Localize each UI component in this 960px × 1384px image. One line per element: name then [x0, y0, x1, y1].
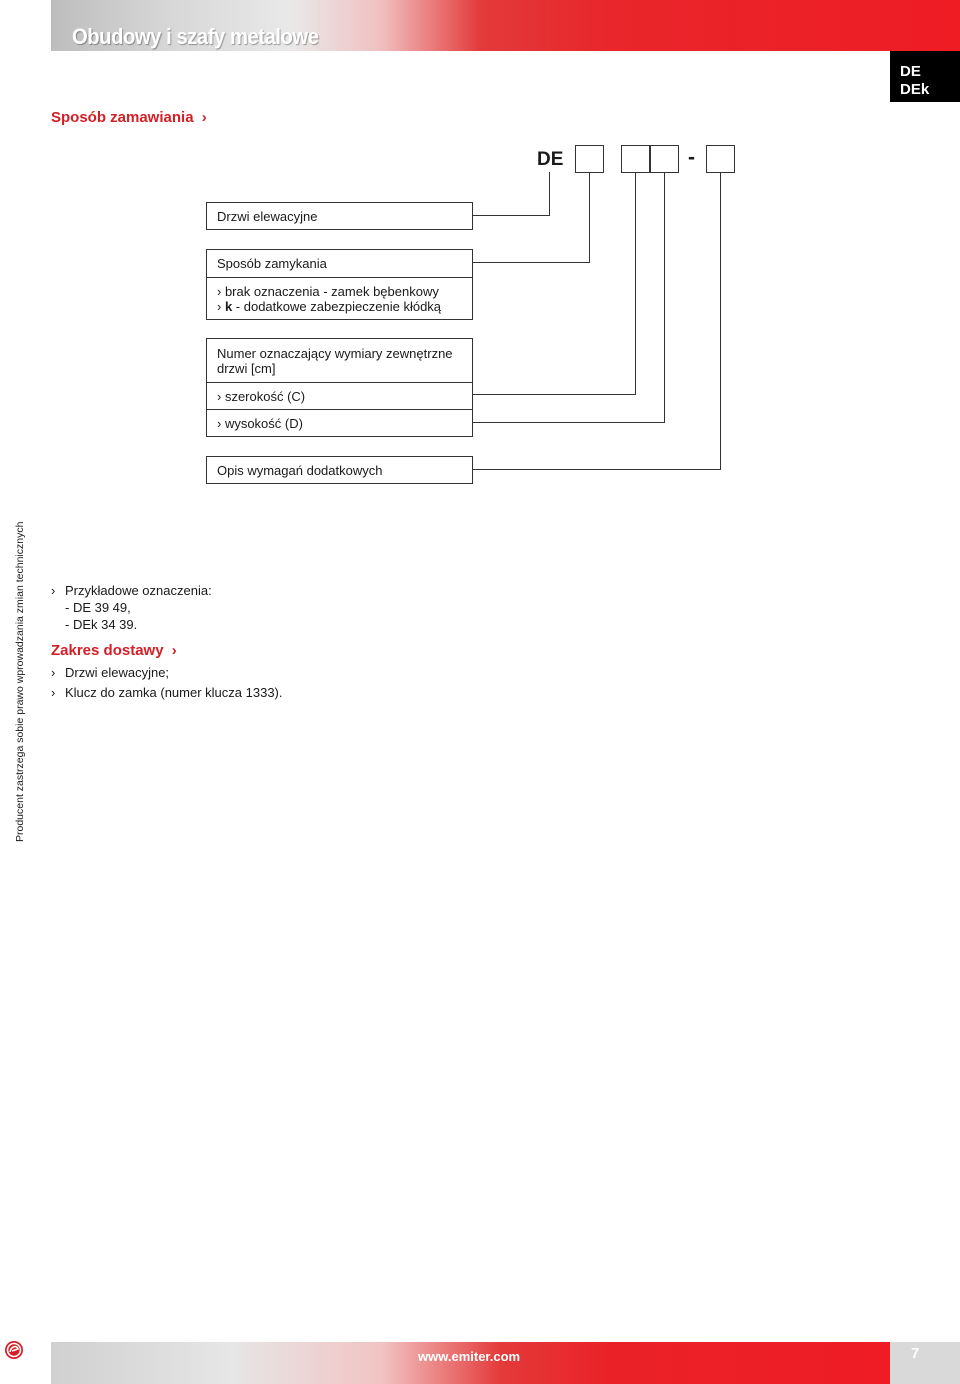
chevron-right-icon: › [51, 685, 56, 700]
delivery-item: Drzwi elewacyjne; [65, 665, 170, 680]
examples-list [51, 582, 212, 633]
page-number: 7 [890, 1342, 960, 1384]
delivery-heading [51, 642, 177, 659]
connector-line [473, 422, 665, 423]
chevron-right-icon: › [201, 109, 207, 126]
code-prefix: DE [537, 149, 564, 170]
ordering-heading-text: Sposób zamawiania [51, 109, 194, 126]
connector-line [473, 469, 721, 470]
list-item [51, 582, 212, 633]
width-label: › szerokość (C) [207, 382, 472, 409]
brand-logo-icon [4, 1340, 24, 1360]
example-line: - DE 39 49, [65, 600, 131, 615]
chevron-right-icon: › [171, 642, 177, 659]
code-separator: - [688, 146, 695, 169]
connector-line [589, 172, 590, 263]
extra-requirements-box [206, 456, 473, 484]
chevron-right-icon: › [51, 665, 56, 680]
locking-title: Sposób zamykania [217, 256, 327, 271]
example-line: - DEk 34 39. [65, 617, 138, 632]
connector-line [473, 262, 590, 263]
connector-line [635, 172, 636, 395]
delivery-heading-text: Zakres dostawy [51, 642, 164, 659]
code-slot-locking [575, 145, 604, 173]
door-box [206, 202, 473, 230]
height-label: › wysokość (D) [207, 409, 472, 436]
locking-options [207, 277, 472, 319]
list-item [51, 663, 282, 683]
delivery-list [51, 663, 282, 703]
dimensions-box [206, 338, 473, 437]
list-item [51, 683, 282, 703]
connector-line [549, 172, 550, 216]
dimensions-title: Numer oznaczający wymiary zewnętrzne drzwi [cm] [217, 346, 453, 376]
delivery-item: Klucz do zamka (numer klucza 1333). [65, 685, 283, 700]
connector-line [720, 172, 721, 470]
examples-label: Przykładowe oznaczenia: [65, 583, 212, 598]
product-code-de: DE [900, 63, 921, 80]
page-title: Obudowy i szafy metalowe [72, 24, 319, 49]
locking-option-2-code: k [224, 299, 233, 314]
product-code-dek: DEk [900, 81, 930, 98]
chevron-right-icon: › [51, 583, 56, 598]
code-slot-width [621, 145, 650, 173]
code-slot-height [650, 145, 679, 173]
door-label: Drzwi elewacyjne [217, 208, 318, 224]
locking-option-2: › k - dodatkowe zabezpieczenie kłódką [217, 299, 442, 314]
code-slot-extra [706, 145, 735, 173]
sidebar-note: Producent zastrzega sobie prawo wprowadzania zmian technicznych [14, 521, 26, 842]
locking-option-2-text: - dodatkowe zabezpieczenie kłódką [232, 299, 442, 314]
locking-option-1: › brak oznaczenia - zamek bębenkowy [217, 284, 439, 299]
footer-website-link[interactable]: www.emiter.com [418, 1349, 521, 1364]
connector-line [664, 172, 665, 423]
connector-line [473, 215, 550, 216]
extra-requirements-label: Opis wymagań dodatkowych [217, 462, 383, 478]
ordering-heading [51, 109, 207, 126]
connector-line [473, 394, 636, 395]
product-code-badge [890, 51, 960, 102]
locking-box [206, 249, 473, 320]
